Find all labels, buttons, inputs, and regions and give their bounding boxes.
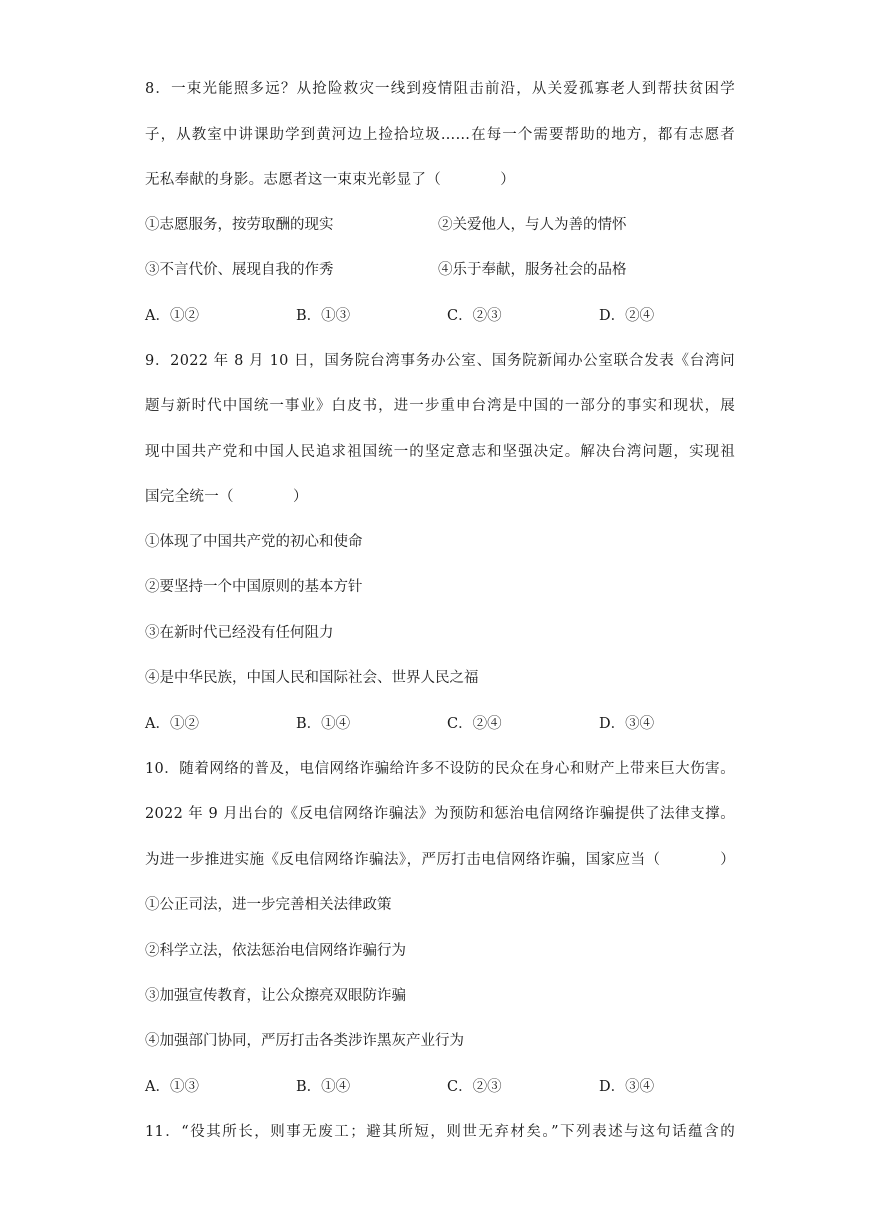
- q8-choice-d: D．②④: [599, 308, 655, 324]
- q10-choice-b: B．①④: [296, 1079, 351, 1095]
- q9-choice-c: C．②④: [447, 716, 502, 732]
- q9-choice-d: D．③④: [599, 716, 655, 732]
- q8-item-1: ①志愿服务，按劳取酬的现实: [145, 217, 334, 233]
- q8-stem-line-1: 8．一束光能照多远？从抢险救灾一线到疫情阻击前沿，从关爱孤寡老人到帮扶贫困学: [145, 81, 735, 97]
- q9-item-1: ①体现了中国共产党的初心和使命: [145, 534, 363, 550]
- q8-stem-line-2: 子，从教室中讲课助学到黄河边上捡拾垃圾……在每一个需要帮助的地方，都有志愿者: [145, 127, 735, 143]
- q8-choice-a: A．①②: [145, 308, 199, 324]
- q8-stem-line-3: 无私奉献的身影。志愿者这一束束光彰显了（ ）: [145, 172, 515, 188]
- q9-stem-line-3: 现中国共产党和中国人民追求祖国统一的坚定意志和坚强决定。解决台湾问题，实现祖: [145, 444, 735, 460]
- q10-choice-d: D．③④: [599, 1079, 655, 1095]
- q10-stem-line-1: 10．随着网络的普及，电信网络诈骗给许多不设防的民众在身心和财产上带来巨大伤害。: [145, 761, 735, 777]
- q9-stem-line-4: 国完全统一（ ）: [145, 489, 308, 505]
- q10-stem-line-2: 2022 年 9 月出台的《反电信网络诈骗法》为预防和惩治电信网络诈骗提供了法律支撑。: [145, 806, 735, 822]
- q9-choice-b: B．①④: [296, 716, 351, 732]
- q9-stem-line-2: 题与新时代中国统一事业》白皮书，进一步重申台湾是中国的一部分的事实和现状，展: [145, 398, 735, 414]
- q9-item-4: ④是中华民族，中国人民和国际社会、世界人民之福: [145, 670, 479, 686]
- q9-item-3: ③在新时代已经没有任何阻力: [145, 625, 334, 641]
- q10-item-1: ①公正司法，进一步完善相关法律政策: [145, 897, 392, 913]
- q8-item-4: ④乐于奉献，服务社会的品格: [438, 262, 627, 278]
- q8-item-3: ③不言代价、展现自我的作秀: [145, 262, 334, 278]
- q10-item-3: ③加强宣传教育，让公众擦亮双眼防诈骗: [145, 988, 406, 1004]
- q9-item-2: ②要坚持一个中国原则的基本方针: [145, 579, 363, 595]
- q10-choice-c: C．②③: [447, 1079, 502, 1095]
- q10-item-2: ②科学立法，依法惩治电信网络诈骗行为: [145, 943, 406, 959]
- q10-item-4: ④加强部门协同，严厉打击各类涉诈黑灰产业行为: [145, 1033, 464, 1049]
- q10-choice-a: A．①③: [145, 1079, 199, 1095]
- q8-choice-c: C．②③: [447, 308, 502, 324]
- q10-stem-line-3: 为进一步推进实施《反电信网络诈骗法》，严厉打击电信网络诈骗，国家应当（ ）: [145, 852, 735, 868]
- q9-stem-line-1: 9．2022 年 8 月 10 日，国务院台湾事务办公室、国务院新闻办公室联合发表《台湾问: [145, 353, 735, 369]
- q9-choice-a: A．①②: [145, 716, 199, 732]
- q8-choice-b: B．①③: [296, 308, 351, 324]
- q11-stem-line-1: 11．“役其所长，则事无废工；避其所短，则世无弃材矣。”下列表述与这句话蕴含的: [145, 1124, 735, 1140]
- q8-item-2: ②关爱他人，与人为善的情怀: [438, 217, 627, 233]
